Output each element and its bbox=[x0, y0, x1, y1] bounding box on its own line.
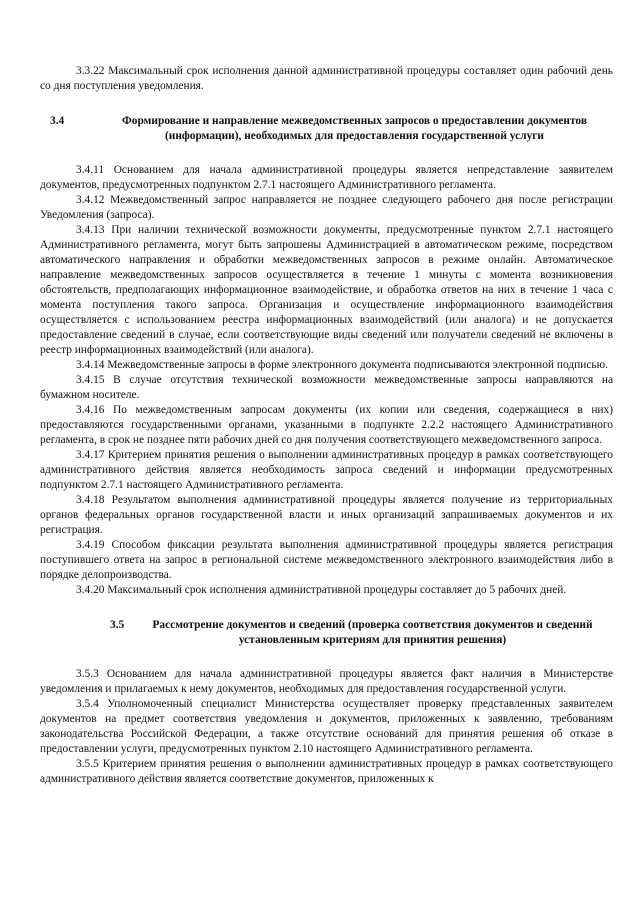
paragraph: 3.4.12 Межведомственный запрос направляется не позднее следующего рабочего дня после регистрации Уведомления (запроса). bbox=[40, 194, 613, 221]
paragraph: 3.4.15 В случае отсутствия технической возможности межведомственные запросы направляются на бумажном носителе. bbox=[40, 374, 613, 401]
section-heading bbox=[40, 114, 613, 144]
section-heading bbox=[40, 618, 613, 648]
section-title: Рассмотрение документов и сведений (проверка соответствия документов и сведений установленным критериям для принятия решения) bbox=[152, 619, 593, 646]
paragraph: 3.4.16 По межведомственным запросам документы (их копии или сведения, содержащиеся в них) предоставляются государственными органами, указанными в подпункте 2.2.2 настоящего Административного регламента, в срок не позднее пяти рабочих дней со дня получения соответствующего межведомственного запроса. bbox=[40, 404, 613, 446]
paragraph: 3.5.3 Основанием для начала административной процедуры является факт наличия в Министерстве уведомления и прилагаемых к нему документов, необходимых для предоставления государственной услуги. bbox=[40, 668, 613, 695]
paragraph: 3.4.19 Способом фиксации результата выполнения административной процедуры является регистрация поступившего ответа на запрос в региональной системе межведомственного электронного взаимодействия либо в порядке делопроизводства. bbox=[40, 539, 613, 581]
paragraph: 3.4.18 Результатом выполнения административной процедуры является получение из территориальных органов федеральных органов государственной власти и иных организаций запрашиваемых документов и их регистрация. bbox=[40, 494, 613, 536]
paragraph: 3.4.17 Критерием принятия решения о выполнении административных процедур в рамках соответствующего административного действия является необходимость запроса сведений и информации предусмотренных подпунктом 2.7.1 настоящего Административного регламента. bbox=[40, 449, 613, 491]
paragraph: 3.3.22 Максимальный срок исполнения данной административной процедуры составляет один рабочий день со дня поступления уведомления. bbox=[40, 65, 613, 92]
paragraph: 3.4.11 Основанием для начала административной процедуры является непредставление заявителем документов, предусмотренных подпунктом 2.7.1 настоящего Административного регламента. bbox=[40, 164, 613, 191]
paragraph: 3.5.4 Уполномоченный специалист Министерства осуществляет проверку представленных заявителем документов на предмет соответствия уведомления и документов, приложенных к заявлению, требованиям законодательства Российской Федерации, а также отсутствие оснований для принятия решения об отказе в предоставлении услуги, предусмотренных пунктом 2.10 настоящего Административного регламента. bbox=[40, 698, 613, 755]
paragraph: 3.5.5 Критерием принятия решения о выполнении административных процедур в рамках соответствующего административного действия является соответствие документов, приложенных к bbox=[40, 758, 613, 785]
paragraph: 3.4.14 Межведомственные запросы в форме электронного документа подписываются электронной подписью. bbox=[76, 359, 608, 371]
document-page bbox=[40, 64, 613, 787]
section-number: 3.5 bbox=[110, 619, 125, 631]
paragraph: 3.4.13 При наличии технической возможности документы, предусмотренные пунктом 2.7.1 настоящего Административного регламента, могут быть запрошены Администрацией в автоматическом режиме, посредством автоматического направления и обработки межведомственных запросов в режиме онлайн. Автоматическое направление межведомственных запросов осуществляется в течение 1 минуты с момента возникновения обстоятельств, предполагающих информационное взаимодействие, и обработка ответов на них в течение 1 часа с момента поступления такого запроса. Организация и осуществление информационного взаимодействия осуществляется с использованием реестра информационных взаимодействий (или аналога) и не допускается предоставление сведений в случае, если соответствующие виды сведений или получатели сведений не включены в реестр информационных взаимодействий (или аналога). bbox=[40, 224, 613, 356]
paragraph: 3.4.20 Максимальный срок исполнения административной процедуры составляет до 5 рабочих дней. bbox=[76, 584, 567, 596]
section-number: 3.4 bbox=[50, 115, 65, 127]
section-title: Формирование и направление межведомственных запросов о предоставлении документов (информации), необходимых для предоставления государственной услуги bbox=[122, 115, 587, 142]
